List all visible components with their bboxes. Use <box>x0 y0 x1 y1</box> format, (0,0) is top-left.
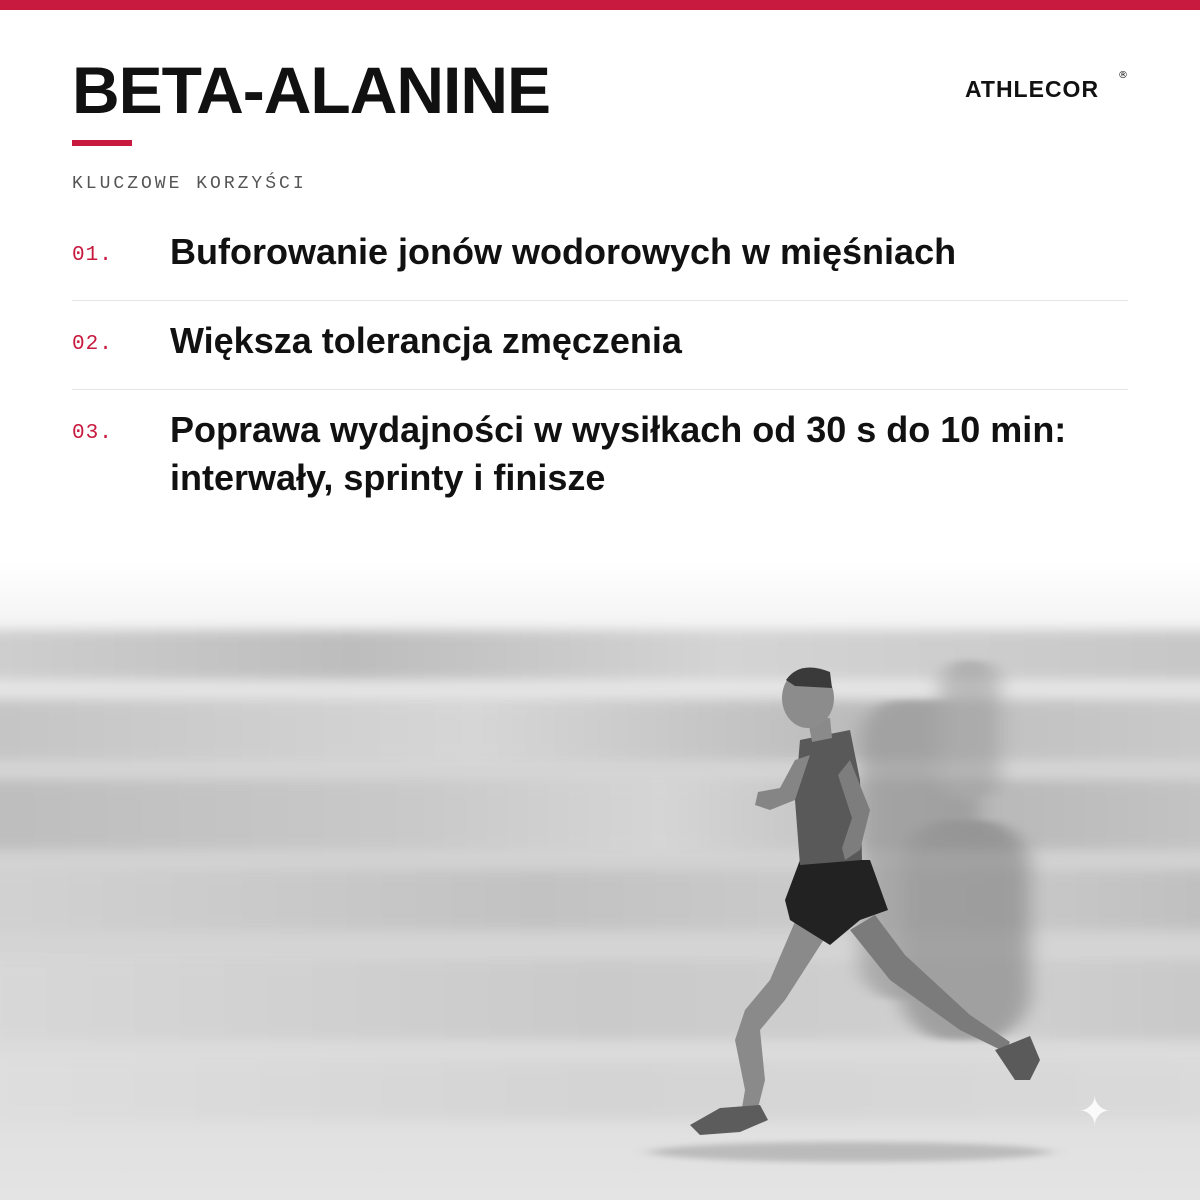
list-item <box>72 301 1128 390</box>
sparkle-icon: ✦ <box>1078 1089 1112 1135</box>
benefit-text: Większa tolerancja zmęczenia <box>170 320 682 361</box>
benefit-number: 02. <box>72 333 113 356</box>
runner-photo <box>0 560 1200 1200</box>
list-item <box>72 390 1128 526</box>
benefits-list <box>72 212 1128 526</box>
benefit-text: Buforowanie jonów wodorowych w mięśniach <box>170 231 957 272</box>
top-accent-bar <box>0 0 1200 10</box>
benefit-number: 01. <box>72 244 113 267</box>
registered-mark: ® <box>1118 70 1128 81</box>
page-title: BETA-ALANINE <box>72 53 551 127</box>
section-label: KLUCZOWE KORZYŚCI <box>72 174 307 194</box>
runner-figure <box>0 560 1200 1200</box>
title-underline <box>72 140 132 146</box>
brand-logo: ATHLECOR <box>965 76 1100 102</box>
benefit-text: Poprawa wydajności w wysiłkach od 30 s do 10 min: interwały, sprinty i finisze <box>170 409 1067 498</box>
benefit-number: 03. <box>72 422 113 445</box>
list-item <box>72 212 1128 301</box>
